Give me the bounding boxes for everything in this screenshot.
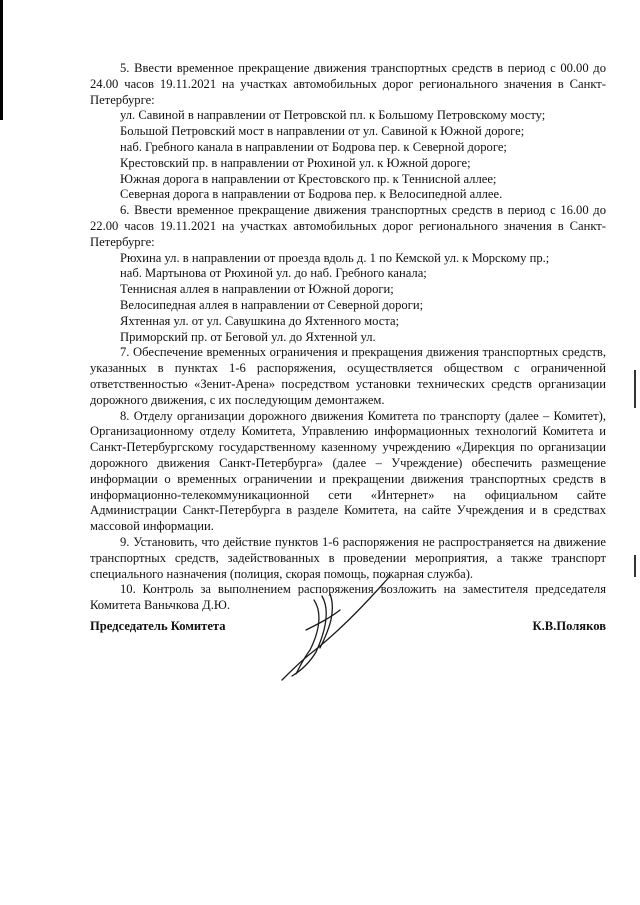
paragraph-7: 7. Обеспечение временных ограничения и прекращения движения транспортных средств, указанных в пунктах 1-6 распоряжения, осуществляется обществом с ограниченной ответственностью «Зенит-Арена» посредством установки технических средств организации дорожного движения, с их последующим демонтажем.	[90, 345, 606, 407]
list-item: Крестовский пр. в направлении от Рюхиной ул. к Южной дороге;	[120, 155, 471, 170]
list-item: Большой Петровский мост в направлении от ул. Савиной к Южной дороге;	[120, 124, 525, 139]
scan-edge-mark	[634, 370, 636, 408]
paragraph-5: 5. Ввести временное прекращение движения транспортных средств в период с 00.00 до 24.00 часов 19.11.2021 на участках автомобильных дорог регионального значения в Санкт-Петербурге:	[90, 61, 606, 107]
handwritten-signature	[270, 570, 400, 690]
list-item: наб. Мартынова от Рюхиной ул. до наб. Гребного канала;	[120, 266, 427, 281]
list-item: Приморский пр. от Беговой ул. до Яхтенной ул.	[120, 329, 376, 344]
paragraph-8: 8. Отделу организации дорожного движения Комитета по транспорту (далее – Комитет), Организационному отделу Комитета, Управлению информационных технологий Комитета и Санкт-Петербургскому государственному казенному учреждению «Дирекция по организации дорожного движения Санкт-Петербурга» (далее – Учреждение) обеспечить размещение информации о временных ограничении и прекращении движения транспортных средств в информационно-телекоммуникационной сети «Интернет» на официальном сайте Администрации Санкт-Петербурга в разделе Комитета, на сайте Учреждения и в средствах массовой информации.	[90, 408, 606, 534]
list-item: Теннисная аллея в направлении от Южной дороги;	[120, 282, 394, 297]
scan-edge-mark	[634, 555, 636, 577]
list-item: Велосипедная аллея в направлении от Северной дороги;	[120, 297, 424, 312]
list-item: Яхтенная ул. от ул. Савушкина до Яхтенного моста;	[120, 313, 400, 328]
paragraph-9: 9. Установить, что действие пунктов 1-6 распоряжения не распространяется на движение транспортных средств, задействованных в проведении мероприятия, а также транспорт специального назначения (полиция, скорая помощь, пожарная служба).	[90, 534, 606, 581]
scan-left-edge	[0, 0, 3, 120]
list-item: Рюхина ул. в направлении от проезда вдоль д. 1 по Кемской ул. к Морскому пр.;	[120, 250, 550, 265]
document-body	[90, 61, 606, 614]
list-item: ул. Савиной в направлении от Петровской пл. к Большому Петровскому мосту;	[120, 108, 546, 123]
paragraph-10: 10. Контроль за выполнением распоряжения возложить на заместителя председателя Комитета Ваньчкова Д.Ю.	[90, 582, 606, 613]
list-item: наб. Гребного канала в направлении от Бодрова пер. к Северной дороге;	[120, 139, 507, 154]
paragraph-6-list	[90, 251, 606, 346]
signatory-title: Председатель Комитета	[90, 619, 226, 633]
paragraph-5-list	[90, 108, 606, 203]
list-item: Южная дорога в направлении от Крестовского пр. к Теннисной аллее;	[120, 171, 497, 186]
signatory-name: К.В.Поляков	[532, 619, 606, 633]
list-item: Северная дорога в направлении от Бодрова пер. к Велосипедной аллее.	[120, 187, 503, 202]
paragraph-6: 6. Ввести временное прекращение движения транспортных средств в период с 16.00 до 22.00 часов 19.11.2021 на участках автомобильных дорог регионального значения в Санкт-Петербурге:	[90, 203, 606, 249]
